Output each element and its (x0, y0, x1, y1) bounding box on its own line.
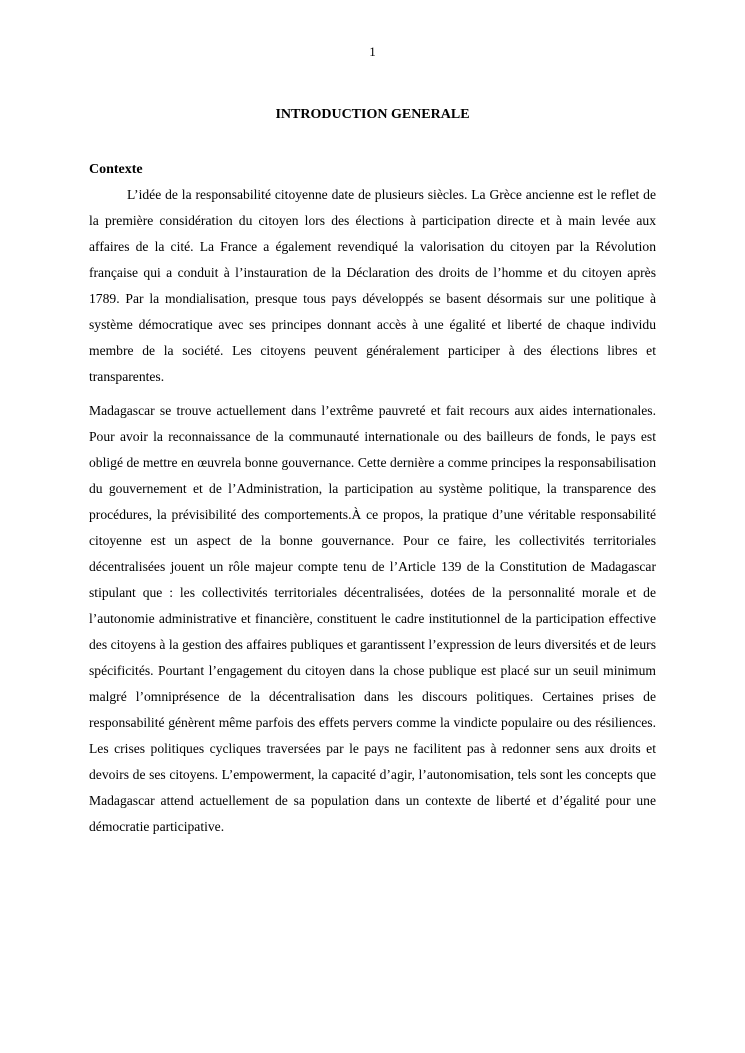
page-number: 1 (369, 44, 376, 59)
section-contexte (89, 158, 656, 840)
section-heading: Contexte (89, 162, 143, 177)
paragraph-2: Madagascar se trouve actuellement dans l’extrême pauvreté et fait recours aux aides internationales. Pour avoir la reconnaissance de la communauté internationale ou des bailleurs de fonds, le pays est obligé de mettre en œuvrela bonne gouvernance. Cette dernière a comme principes la responsabilisation du gouvernement et de l’Administration, la participation au système politique, la transparence des procédures, la prévisibilité des comportements.À ce propos, la pratique d’une véritable responsabilité citoyenne est un aspect de la bonne gouvernance. Pour ce faire, les collectivités territoriales décentralisées jouent un rôle majeur compte tenu de l’Article 139 de la Constitution de Madagascar stipulant que : les collectivités territoriales décentralisées, dotées de la personnalité morale et de l’autonomie administrative et financière, constituent le cadre institutionnel de la participation effective des citoyens à la gestion des affaires publiques et garantissent l’expression de leurs diversités et de leurs spécificités. Pourtant l’engagement du citoyen dans la chose publique est placé sur un seuil minimum malgré l’omniprésence de la décentralisation dans les discours politiques. Certaines prises de responsabilité génèrent même parfois des effets pervers comme la vindicte populaire ou des résiliences. Les crises politiques cycliques traversées par le pays ne facilitent pas à redonner sens aux droits et devoirs de ses citoyens. L’empowerment, la capacité d’agir, l’autonomisation, tels sont les concepts que Madagascar attend actuellement de sa population dans un contexte de liberté et d’égalité pour une démocratie participative. (89, 403, 656, 834)
page-title: INTRODUCTION GENERALE (275, 107, 470, 122)
paragraph-1: L’idée de la responsabilité citoyenne date de plusieurs siècles. La Grèce ancienne est le reflet de la première considération du citoyen lors des élections à participation directe et à main levée aux affaires de la cité. La France a également revendiqué la valorisation du citoyen par la Révolution française qui a conduit à l’instauration de la Déclaration des droits de l’homme et du citoyen après 1789. Par la mondialisation, presque tous pays développés se basent désormais sur une politique à système démocratique avec ses principes donnant accès à une égalité et liberté de chaque individu membre de la société. Les citoyens peuvent généralement participer à des élections libres et transparentes. (89, 187, 656, 384)
